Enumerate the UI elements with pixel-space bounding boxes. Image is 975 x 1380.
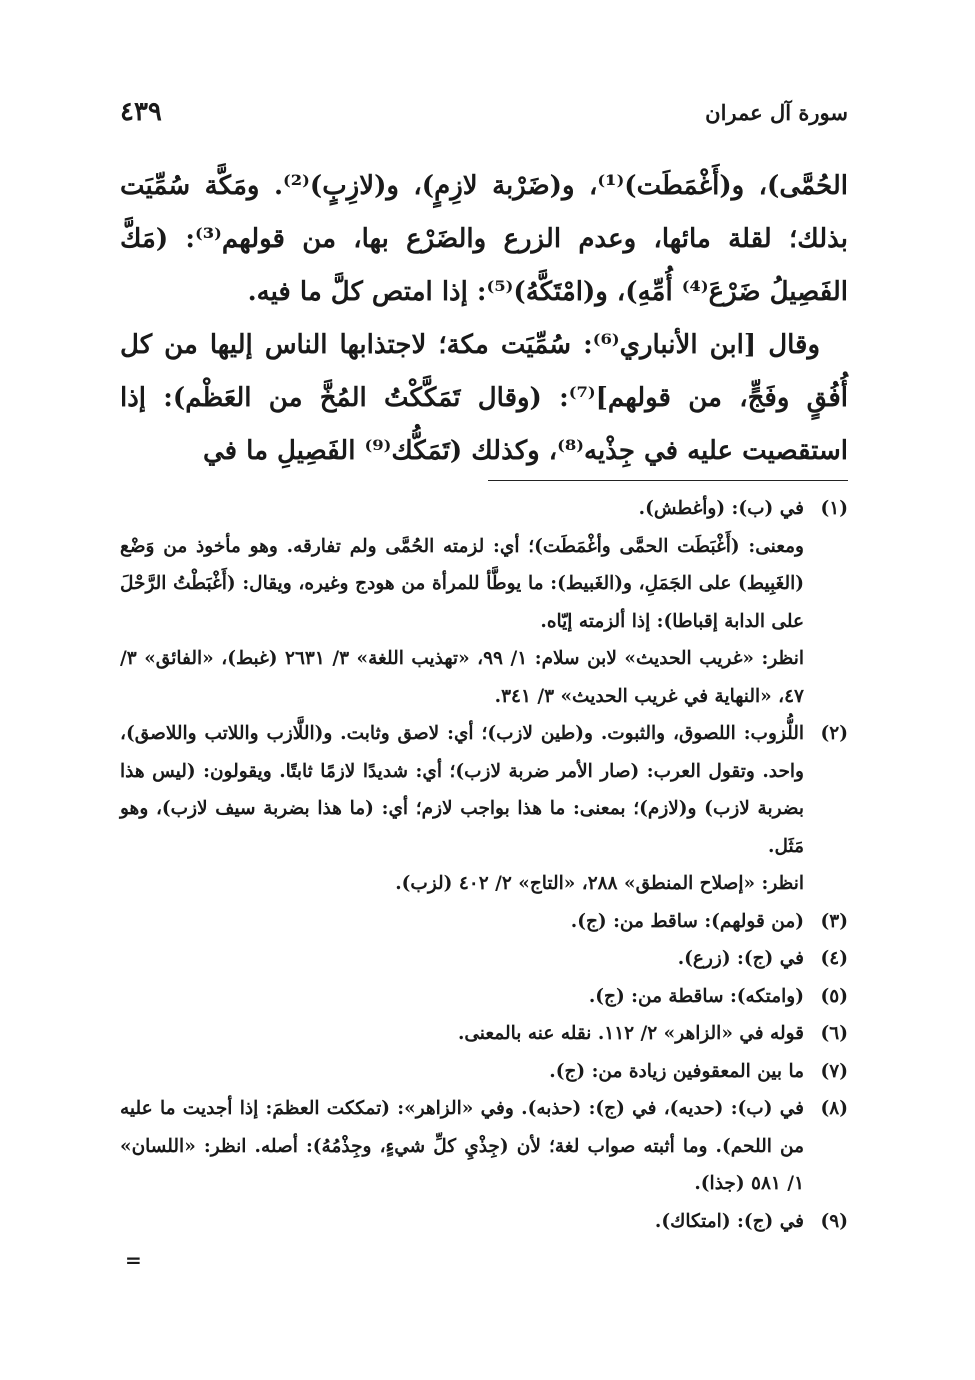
footnote-line: في (ب): (حديه)، في (ج): (حذبه). وفي «الزاهر»: (تمككت العظمَ: إذا أجديت ما عليه من اللحم). وما أثبته صواب لغة؛ لأن (جِذْيِ كلِّ شيءٍ، وجِذْمُهُ): أصله. انظر: «اللسان» ١/ ٥٨١ (جذا).: [120, 1098, 804, 1194]
footnote-number: (٨): [820, 1098, 848, 1119]
page-number: ٤٣٩: [120, 97, 162, 127]
footnote-line: اللُّزوب: اللصوق، والثبوت. و(طين لازب)؛ أي: لاصق وثابت. و(اللَّازب واللاتب واللاصق)، واحد. وتقول العرب: (صار الأمر ضربة لازب)؛ أي: شديدًا لازمًا ثابتًا. ويقولون: (ليس هذا بضربة لازب) و(لازم)؛ بمعنى: ما هذا بواجب لازم؛ أي: (ما هذا بضربة سيف لازب)، وهو مَثَل.: [120, 723, 804, 857]
footnote-line: في (ج): (امتكاك).: [654, 1210, 804, 1232]
main-paragraph-1: الحُمَّى)، و(أَغْمَطَت)⁽¹⁾، و(ضَرْبة لازِمٍ)، و(لازِبٍ)⁽²⁾. ومَكَّة سُمِّيَت بذلك؛ لقلة مائها، وعدم الزرع والضَرْع بها، من قولهم⁽³⁾: (مَكَّ الفَصِيلُ ضَرْعَ⁽⁴⁾ أُمِّهِ)، و(امْتَكَّهُ)⁽⁵⁾: إذا امتص كلَّ ما فيه.: [120, 171, 848, 307]
footnote-number: (٥): [820, 985, 848, 1007]
footnote-1: [120, 490, 848, 715]
running-header: [120, 92, 848, 132]
footnote-2: [120, 715, 848, 903]
footnote-line: انظر: «غريب الحديث» لابن سلام: ١/ ٩٩، «تهذيب اللغة» ٣/ ٢٦٣١ (غبط)، «الفائق» ٣/ ٤٧، «النهاية في غريب الحديث» ٣/ ٣٤١.: [120, 648, 804, 707]
main-paragraph-2: وقال [ابن الأنباري⁽⁶⁾: سُمِّيَت مكة؛ لاجتذابها الناس إليها من كل أُفُقٍ وفَجٍّ، من قولهم]⁽⁷⁾: (وقال تَمَكَّكْتُ المُخَّ من العَظْم): إذا استقصيت عليه في جِذْيه⁽⁸⁾، وكذلك (تَمَكُّك⁽⁹⁾ الفَصِيلِ ما في: [120, 330, 848, 466]
footnote-line: (وامتكه): ساقطة من: (ج).: [588, 985, 804, 1007]
surah-title: سورة آل عمران: [705, 99, 848, 125]
footnote-number: (٦): [820, 1023, 848, 1044]
footnote-line: انظر: «إصلاح المنطق» ٢٨٨، «التاج» ٢/ ٤٠٢ (لزب).: [395, 873, 804, 894]
footnote-7: [120, 1053, 848, 1091]
footnote-number: (٣): [820, 910, 848, 932]
footnote-number: (٩): [820, 1210, 848, 1232]
footnote-separator: [488, 480, 848, 481]
footnote-line: في (ب): (وأغطش).: [638, 498, 804, 519]
footnote-line: ومعنى: (أَغْبَطَت الحمَّى وأغْمَطَت)؛ أي: لزمته الحُمَّى ولم تفارقه. وهو مأخوذ من وَضْع (الغَبِيط) على الجَمَلِ، و(الغَبيط): ما يوطَّأ للمرأة من هودج وغيره، ويقال: (أَغْبَطْتُ الرَّحْلَ على الدابة إقباطا): إذا ألزمته إيّاه.: [120, 535, 804, 632]
footnotes: [120, 490, 848, 1240]
footnote-6: [120, 1015, 848, 1053]
continuation-mark: =: [125, 1248, 142, 1272]
footnote-line: في (ج): (زرع).: [677, 948, 804, 969]
footnote-line: ما بين المعقوفين زيادة من: (ج).: [549, 1060, 804, 1082]
footnote-number: (٢): [820, 723, 848, 744]
footnote-9: [120, 1203, 848, 1241]
main-text: [120, 160, 848, 478]
footnote-5: [120, 978, 848, 1016]
footnote-number: (٧): [820, 1060, 848, 1082]
footnote-4: [120, 940, 848, 978]
footnote-3: [120, 903, 848, 941]
footnote-8: [120, 1090, 848, 1203]
footnote-number: (٤): [820, 948, 848, 969]
footnote-number: (١): [820, 498, 848, 519]
footnote-line: قوله في «الزاهر» ٢/ ١١٢. نقله عنه بالمعنى.: [457, 1023, 804, 1044]
footnote-line: (من قولهم): ساقط من: (ج).: [570, 910, 804, 932]
